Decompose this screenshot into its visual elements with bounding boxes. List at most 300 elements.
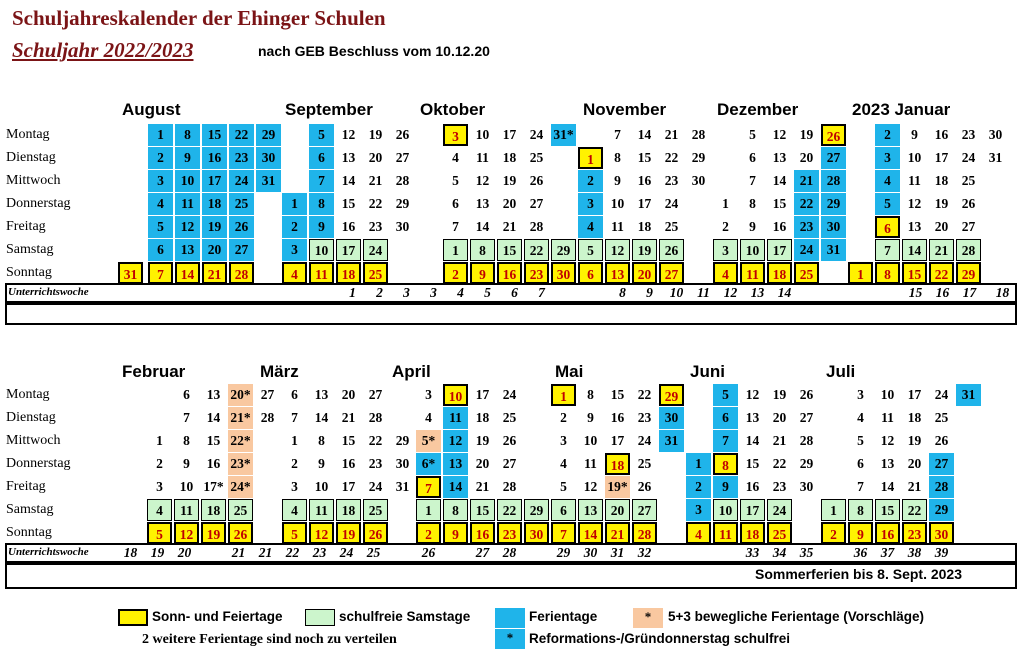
day-cell: 17 — [740, 499, 765, 521]
weekday-label: Montag — [6, 387, 50, 402]
day-cell: 11 — [476, 150, 489, 165]
day-cell: 15 — [902, 262, 927, 284]
week-number: 10 — [669, 285, 684, 300]
day-cell: 12 — [174, 522, 199, 544]
day-cell: 30 — [395, 219, 410, 234]
day-cell: 28 — [260, 410, 275, 425]
day-cell: 25 — [767, 522, 792, 544]
day-cell: 3 — [875, 147, 900, 169]
day-cell: 5 — [875, 193, 900, 215]
day-cell: 21 — [794, 170, 819, 192]
week-number: 8 — [619, 285, 626, 300]
legend-sunday-label: Sonn- und Feiertage — [152, 609, 283, 624]
day-cell: 14 — [880, 479, 895, 494]
day-cell: 16 — [745, 479, 760, 494]
day-cell: 22 — [664, 150, 679, 165]
day-cell: 22 — [524, 239, 549, 261]
day-cell: 5 — [857, 433, 864, 448]
day-cell: 23 — [961, 127, 976, 142]
legend-ferien-swatch — [495, 608, 525, 628]
day-cell: 30 — [395, 456, 410, 471]
day-cell: 16 — [610, 410, 625, 425]
day-cell: 16 — [202, 147, 227, 169]
week-row-label: Unterrichtswoche — [8, 286, 89, 298]
day-cell: 3 — [291, 479, 298, 494]
day-cell: 21 — [929, 239, 954, 261]
day-cell: 12 — [907, 196, 922, 211]
day-cell: 3 — [857, 387, 864, 402]
month-label: Juli — [826, 362, 856, 381]
day-cell: 1 — [443, 239, 468, 261]
day-cell: 17 — [637, 196, 652, 211]
day-cell: 26 — [821, 124, 846, 146]
day-cell: 26 — [502, 433, 517, 448]
week-number: 32 — [637, 545, 652, 560]
day-cell: 21 — [772, 433, 787, 448]
weekday-label: Montag — [6, 127, 50, 142]
day-cell: 21 — [502, 219, 517, 234]
day-cell: 11 — [309, 499, 334, 521]
day-cell: 14 — [175, 262, 200, 284]
day-cell: 11 — [881, 410, 894, 425]
day-cell: 1 — [291, 433, 298, 448]
day-cell: 28 — [502, 479, 517, 494]
weekday-label: Donnerstag — [6, 456, 71, 471]
week-number: 21 — [231, 545, 246, 560]
day-cell: 22* — [228, 430, 253, 452]
day-cell: 18 — [907, 410, 922, 425]
day-cell: 7 — [875, 239, 900, 261]
day-cell: 7 — [183, 410, 190, 425]
day-cell: 27 — [229, 239, 254, 261]
day-cell: 17 — [934, 150, 949, 165]
day-cell: 2 — [416, 522, 441, 544]
day-cell: 21* — [228, 407, 253, 429]
week-number: 31 — [610, 545, 625, 560]
day-cell: 16 — [772, 219, 787, 234]
day-cell: 10 — [713, 499, 738, 521]
day-cell: 24 — [767, 499, 792, 521]
day-cell: 25 — [229, 193, 254, 215]
day-cell: 5 — [713, 384, 738, 406]
day-cell: 10 — [179, 479, 194, 494]
day-cell: 30 — [691, 173, 706, 188]
day-cell: 25 — [794, 262, 819, 284]
day-cell: 9 — [713, 476, 738, 498]
day-cell: 3 — [443, 124, 468, 146]
legend-note: 2 weitere Ferientage sind noch zu verteilen — [142, 632, 397, 647]
day-cell: 17 — [475, 387, 490, 402]
month-label: September — [285, 100, 373, 119]
day-cell: 5 — [282, 522, 307, 544]
day-cell: 28 — [529, 219, 544, 234]
day-cell: 10 — [309, 239, 334, 261]
day-cell: 3 — [578, 193, 603, 215]
day-cell: 23 — [368, 219, 383, 234]
day-cell: 15 — [341, 433, 356, 448]
day-cell: 4 — [282, 499, 307, 521]
day-cell: 11 — [740, 262, 765, 284]
week-number: 26 — [421, 545, 436, 560]
day-cell: 1 — [578, 147, 603, 169]
day-cell: 4 — [713, 262, 738, 284]
day-cell: 23 — [229, 147, 254, 169]
day-cell: 29 — [524, 499, 549, 521]
week-number: 16 — [935, 285, 950, 300]
day-cell: 31* — [551, 124, 576, 146]
day-cell: 22 — [497, 499, 522, 521]
day-cell: 2 — [821, 522, 846, 544]
day-cell: 8 — [318, 433, 325, 448]
month-label: Juni — [690, 362, 725, 381]
week-number: 28 — [502, 545, 517, 560]
day-cell: 19 — [336, 522, 361, 544]
month-label: März — [260, 362, 299, 381]
day-cell: 26 — [799, 387, 814, 402]
day-cell: 27 — [632, 499, 657, 521]
day-cell: 16 — [875, 522, 900, 544]
day-cell: 30 — [659, 407, 684, 429]
school-year: Schuljahr 2022/2023 — [12, 38, 194, 62]
day-cell: 15 — [772, 196, 787, 211]
day-cell: 16 — [470, 522, 495, 544]
day-cell: 8 — [587, 387, 594, 402]
day-cell: 29 — [551, 239, 576, 261]
day-cell: 23 — [664, 173, 679, 188]
week-number: 24 — [339, 545, 354, 560]
day-cell: 11 — [309, 262, 334, 284]
day-cell: 6 — [749, 150, 756, 165]
day-cell: 30 — [988, 127, 1003, 142]
day-cell: 20 — [475, 456, 490, 471]
day-cell: 23 — [794, 216, 819, 238]
day-cell: 13 — [475, 196, 490, 211]
week-row-frame — [5, 283, 1017, 303]
day-cell: 6 — [183, 387, 190, 402]
day-cell: 4 — [857, 410, 864, 425]
day-cell: 13 — [341, 150, 356, 165]
day-cell: 7 — [857, 479, 864, 494]
day-cell: 7 — [416, 476, 441, 498]
day-cell: 12 — [605, 239, 630, 261]
month-label: 2023 Januar — [852, 100, 951, 119]
day-cell: 2 — [875, 124, 900, 146]
day-cell: 2 — [282, 216, 307, 238]
day-cell: 19 — [475, 433, 490, 448]
day-cell: 8 — [713, 453, 738, 475]
day-cell: 15 — [341, 196, 356, 211]
day-cell: 2 — [686, 476, 711, 498]
day-cell: 15 — [470, 499, 495, 521]
day-cell: 18 — [637, 219, 652, 234]
day-cell: 12 — [880, 433, 895, 448]
day-cell: 17 — [610, 433, 625, 448]
day-cell: 25 — [529, 150, 544, 165]
weekday-label: Dienstag — [6, 410, 56, 425]
day-cell: 27 — [502, 456, 517, 471]
day-cell: 26 — [363, 522, 388, 544]
day-cell: 26 — [395, 127, 410, 142]
day-cell: 25 — [363, 262, 388, 284]
week-number: 29 — [556, 545, 571, 560]
week-number: 19 — [150, 545, 165, 560]
day-cell: 28 — [632, 522, 657, 544]
day-cell: 15 — [497, 239, 522, 261]
day-cell: 17 — [336, 239, 361, 261]
day-cell: 23* — [228, 453, 253, 475]
day-cell: 6 — [551, 499, 576, 521]
day-cell: 5 — [749, 127, 756, 142]
day-cell: 30 — [929, 522, 954, 544]
day-cell: 13 — [175, 239, 200, 261]
day-cell: 28 — [956, 239, 981, 261]
day-cell: 27 — [529, 196, 544, 211]
day-cell: 1 — [156, 433, 163, 448]
day-cell: 24 — [961, 150, 976, 165]
day-cell: 1 — [686, 453, 711, 475]
day-cell: 11 — [908, 173, 921, 188]
day-cell: 13 — [745, 410, 760, 425]
day-cell: 7 — [614, 127, 621, 142]
week-number: 38 — [907, 545, 922, 560]
day-cell: 22 — [794, 193, 819, 215]
day-cell: 10 — [610, 196, 625, 211]
day-cell: 18 — [202, 193, 227, 215]
day-cell: 28 — [929, 476, 954, 498]
week-number: 9 — [646, 285, 653, 300]
day-cell: 13 — [772, 150, 787, 165]
day-cell: 11 — [584, 456, 597, 471]
day-cell: 13 — [605, 262, 630, 284]
day-cell: 4 — [148, 193, 173, 215]
day-cell: 29 — [256, 124, 281, 146]
day-cell: 8 — [848, 499, 873, 521]
week-number: 2 — [376, 285, 383, 300]
day-cell: 24 — [637, 433, 652, 448]
day-cell: 15 — [202, 124, 227, 146]
day-cell: 12 — [309, 522, 334, 544]
day-cell: 28 — [799, 433, 814, 448]
day-cell: 29 — [395, 196, 410, 211]
day-cell: 31 — [118, 262, 143, 284]
day-cell: 4 — [875, 170, 900, 192]
week-number: 25 — [366, 545, 381, 560]
day-cell: 5 — [560, 479, 567, 494]
day-cell: 16 — [206, 456, 221, 471]
day-cell: 4 — [560, 456, 567, 471]
day-cell: 10 — [907, 150, 922, 165]
day-cell: 9 — [183, 456, 190, 471]
day-cell: 3 — [686, 499, 711, 521]
day-cell: 29 — [821, 193, 846, 215]
day-cell: 10 — [880, 387, 895, 402]
day-cell: 16 — [637, 173, 652, 188]
weekday-label: Samstag — [6, 502, 54, 517]
day-cell: 2 — [578, 170, 603, 192]
day-cell: 9 — [749, 219, 756, 234]
calendar-title: Schuljahreskalender der Ehinger Schulen — [12, 6, 386, 30]
week-number: 13 — [750, 285, 765, 300]
day-cell: 11 — [175, 193, 200, 215]
day-cell: 19 — [201, 522, 226, 544]
day-cell: 30 — [821, 216, 846, 238]
week-row-label: Unterrichtswoche — [8, 546, 89, 558]
legend-reform-label: Reformations-/Gründonnerstag schulfrei — [529, 631, 791, 646]
day-cell: 17 — [341, 479, 356, 494]
week-number: 15 — [908, 285, 923, 300]
day-cell: 3 — [282, 239, 307, 261]
day-cell: 31 — [821, 239, 846, 261]
day-cell: 27 — [260, 387, 275, 402]
day-cell: 12 — [475, 173, 490, 188]
day-cell: 11 — [443, 407, 468, 429]
week-number: 33 — [745, 545, 760, 560]
day-cell: 8 — [175, 124, 200, 146]
day-cell: 9 — [614, 173, 621, 188]
day-cell: 24 — [529, 127, 544, 142]
day-cell: 27 — [799, 410, 814, 425]
day-cell: 14 — [745, 433, 760, 448]
month-label: Februar — [122, 362, 186, 381]
day-cell: 7 — [291, 410, 298, 425]
day-cell: 2 — [148, 147, 173, 169]
day-cell: 26 — [228, 522, 253, 544]
legend-reform-swatch: * — [495, 629, 525, 649]
day-cell: 25 — [637, 456, 652, 471]
day-cell: 5 — [452, 173, 459, 188]
day-cell: 6 — [148, 239, 173, 261]
subtitle: nach GEB Beschluss vom 10.12.20 — [258, 43, 490, 59]
day-cell: 22 — [368, 433, 383, 448]
day-cell: 6 — [875, 216, 900, 238]
day-cell: 20 — [202, 239, 227, 261]
day-cell: 15 — [206, 433, 221, 448]
day-cell: 9 — [848, 522, 873, 544]
week-number: 6 — [511, 285, 518, 300]
legend-saturday-swatch — [305, 609, 335, 626]
day-cell: 25 — [664, 219, 679, 234]
day-cell: 25 — [502, 410, 517, 425]
day-cell: 14 — [341, 173, 356, 188]
day-cell: 7 — [452, 219, 459, 234]
day-cell: 23 — [902, 522, 927, 544]
day-cell: 28 — [821, 170, 846, 192]
day-cell: 2 — [156, 456, 163, 471]
day-cell: 18 — [605, 453, 630, 475]
day-cell: 14 — [578, 522, 603, 544]
weekday-label: Freitag — [6, 219, 46, 234]
legend-beweglich-swatch: * — [633, 608, 663, 628]
week-number: 27 — [475, 545, 490, 560]
day-cell: 29 — [956, 262, 981, 284]
day-cell: 22 — [637, 387, 652, 402]
day-cell: 19 — [202, 216, 227, 238]
day-cell: 8 — [614, 150, 621, 165]
day-cell: 22 — [902, 499, 927, 521]
week-number: 12 — [723, 285, 738, 300]
day-cell: 1 — [821, 499, 846, 521]
day-cell: 20 — [632, 262, 657, 284]
week-number: 39 — [934, 545, 949, 560]
day-cell: 24 — [934, 387, 949, 402]
day-cell: 18 — [740, 522, 765, 544]
day-cell: 21 — [664, 127, 679, 142]
month-label: April — [392, 362, 431, 381]
day-cell: 11 — [174, 499, 199, 521]
day-cell: 13 — [443, 453, 468, 475]
day-cell: 26 — [637, 479, 652, 494]
day-cell: 7 — [713, 430, 738, 452]
day-cell: 9 — [309, 216, 334, 238]
day-cell: 17 — [767, 239, 792, 261]
day-cell: 21 — [341, 410, 356, 425]
day-cell: 28 — [368, 410, 383, 425]
day-cell: 14 — [637, 127, 652, 142]
day-cell: 26 — [659, 239, 684, 261]
day-cell: 13 — [206, 387, 221, 402]
weekday-label: Mittwoch — [6, 433, 61, 448]
weekday-label: Dienstag — [6, 150, 56, 165]
day-cell: 30 — [524, 522, 549, 544]
day-cell: 8 — [749, 196, 756, 211]
day-cell: 27 — [659, 262, 684, 284]
weekday-label: Donnerstag — [6, 196, 71, 211]
month-label: Mai — [555, 362, 584, 381]
notes-row-frame — [5, 303, 1017, 325]
day-cell: 4 — [147, 499, 172, 521]
day-cell: 17 — [907, 387, 922, 402]
day-cell: 22 — [929, 262, 954, 284]
day-cell: 5 — [148, 216, 173, 238]
day-cell: 1 — [848, 262, 873, 284]
day-cell: 22 — [772, 456, 787, 471]
day-cell: 17 — [202, 170, 227, 192]
day-cell: 15 — [610, 387, 625, 402]
week-number: 14 — [777, 285, 792, 300]
weekday-label: Freitag — [6, 479, 46, 494]
day-cell: 6* — [416, 453, 441, 475]
day-cell: 1 — [282, 193, 307, 215]
day-cell: 18 — [201, 499, 226, 521]
day-cell: 10 — [740, 239, 765, 261]
day-cell: 9 — [587, 410, 594, 425]
day-cell: 2 — [560, 410, 567, 425]
day-cell: 19 — [502, 173, 517, 188]
day-cell: 3 — [425, 387, 432, 402]
day-cell: 14 — [206, 410, 221, 425]
day-cell: 2 — [443, 262, 468, 284]
summer-holiday-note: Sommerferien bis 8. Sept. 2023 — [755, 566, 962, 582]
day-cell: 5* — [416, 430, 441, 452]
day-cell: 10 — [443, 384, 468, 406]
day-cell: 24 — [794, 239, 819, 261]
month-label: Dezember — [717, 100, 799, 119]
day-cell: 12 — [583, 479, 598, 494]
day-cell: 2 — [722, 219, 729, 234]
day-cell: 14 — [475, 219, 490, 234]
day-cell: 29 — [929, 499, 954, 521]
day-cell: 24 — [664, 196, 679, 211]
day-cell: 8 — [183, 433, 190, 448]
day-cell: 19 — [799, 127, 814, 142]
day-cell: 18 — [767, 262, 792, 284]
day-cell: 31 — [956, 384, 981, 406]
day-cell: 3 — [560, 433, 567, 448]
day-cell: 11 — [713, 522, 738, 544]
week-number: 37 — [880, 545, 895, 560]
day-cell: 24* — [228, 476, 253, 498]
month-label: Oktober — [420, 100, 486, 119]
